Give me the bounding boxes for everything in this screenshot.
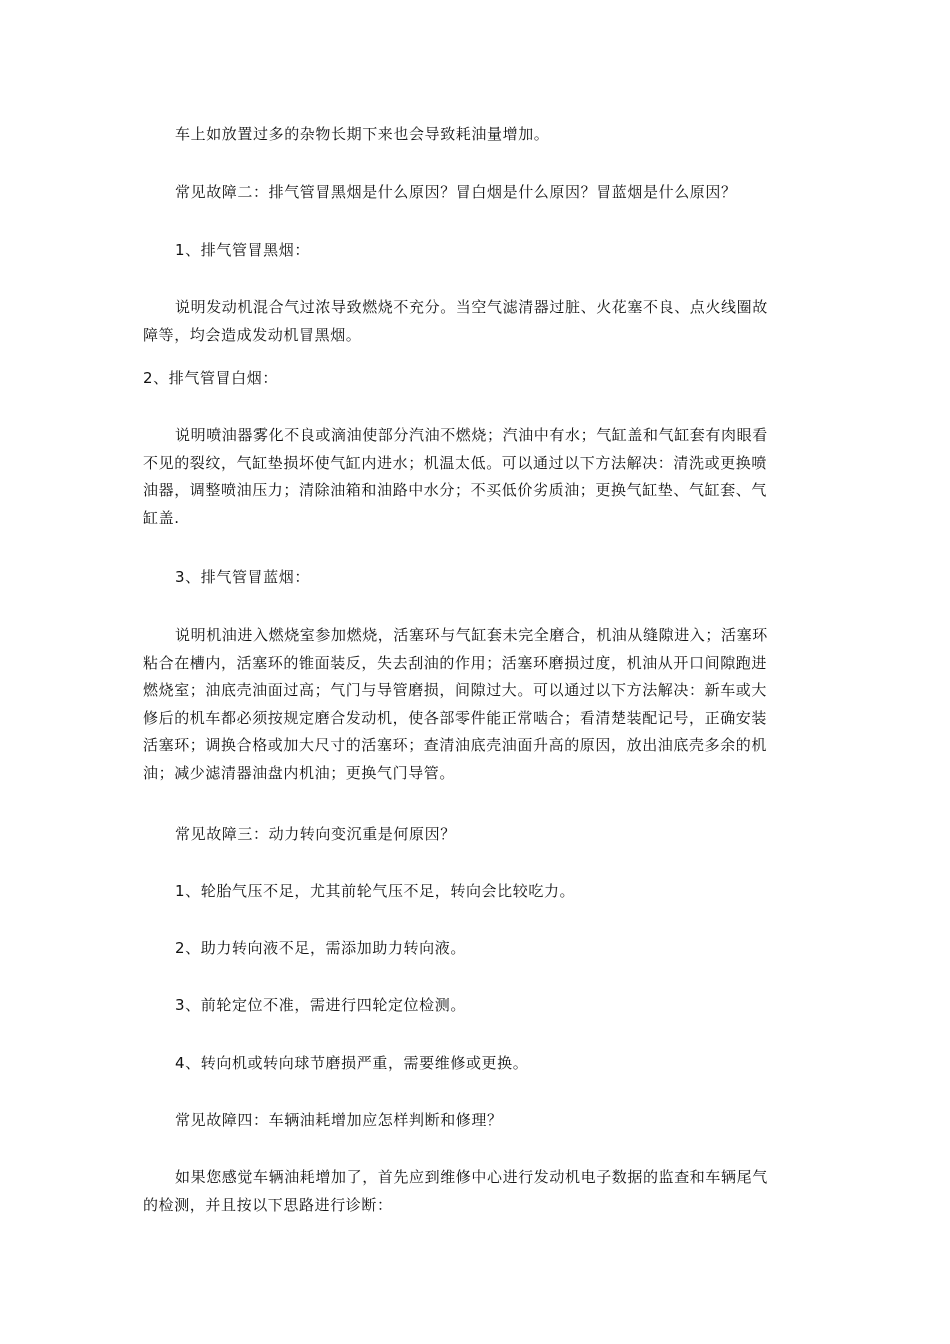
text-line: 油；减少滤清器油盘内机油；更换气门导管。 [143,763,456,782]
heading-fault-two [143,179,841,207]
heading-fault-three [143,821,841,849]
list-item-wheel-alignment [143,992,841,1020]
text-line: 常见故障二：排气管冒黑烟是什么原因？冒白烟是什么原因？冒蓝烟是什么原因？ [175,183,737,201]
text-line: 如果您感觉车辆油耗增加了，首先应到维修中心进行发动机电子数据的监查和车辆尾气 [175,1168,768,1186]
subheading-white-smoke [143,365,809,393]
text-line: 常见故障三：动力转向变沉重是何原因？ [175,825,456,843]
text-line: 粘合在槽内，活塞环的锥面装反，失去刮油的作用；活塞环磨损过度，机油从开口间隙跑进 [143,653,768,672]
list-item-steering-wear [143,1050,841,1078]
text-line: 2、助力转向液不足，需添加助力转向液。 [175,939,466,957]
subheading-black-smoke [143,237,841,265]
text-line: 障等，均会造成发动机冒黑烟。 [143,325,362,344]
text-line: 2、排气管冒白烟： [143,369,278,387]
paragraph-black-smoke [143,294,809,349]
text-line: 的检测，并且按以下思路进行诊断： [143,1195,393,1214]
subheading-blue-smoke [143,564,841,592]
text-line: 说明发动机混合气过浓导致燃烧不充分。当空气滤清器过脏、火花塞不良、点火线圈故 [175,298,768,316]
paragraph-blue-smoke [143,622,809,787]
text-line: 不见的裂纹，气缸垫损坏使气缸内进水；机温太低。可以通过以下方法解决：清洗或更换喷 [143,453,768,472]
text-line: 缸盖. [143,508,180,527]
text-line: 活塞环；调换合格或加大尺寸的活塞环；查清油底壳油面升高的原因，放出油底壳多余的机 [143,736,768,754]
text-line: 常见故障四：车辆油耗增加应怎样判断和修理？ [175,1111,503,1129]
list-item-tire-pressure [143,878,841,906]
list-item-steering-fluid [143,935,841,963]
text-line: 说明喷油器雾化不良或滴油使部分汽油不燃烧；汽油中有水；气缸盖和气缸套有肉眼看 [175,426,768,444]
text-line: 4、转向机或转向球节磨损严重，需要维修或更换。 [175,1054,529,1072]
text-line: 车上如放置过多的杂物长期下来也会导致耗油量增加。 [175,125,550,143]
text-line: 3、前轮定位不准，需进行四轮定位检测。 [175,996,466,1014]
paragraph-cargo-weight [143,121,841,149]
text-line: 修后的机车都必须按规定磨合发动机，使各部零件能正常啮合；看清楚装配记号，正确安装 [143,708,768,727]
text-line: 1、排气管冒黑烟： [175,241,310,259]
text-line: 燃烧室；油底壳油面过高；气门与导管磨损，间隙过大。可以通过以下方法解决：新车或大 [143,681,768,699]
text-line: 油器，调整喷油压力；清除油箱和油路中水分；不买低价劣质油；更换气缸垫、气缸套、气 [143,481,768,499]
heading-fault-four [143,1107,841,1135]
text-line: 说明机油进入燃烧室参加燃烧，活塞环与气缸套未完全磨合，机油从缝隙进入；活塞环 [175,626,768,644]
text-line: 1、轮胎气压不足，尤其前轮气压不足，转向会比较吃力。 [175,882,576,900]
paragraph-white-smoke [143,422,809,532]
text-line: 3、排气管冒蓝烟： [175,568,310,586]
paragraph-fuel-consumption [143,1164,809,1219]
